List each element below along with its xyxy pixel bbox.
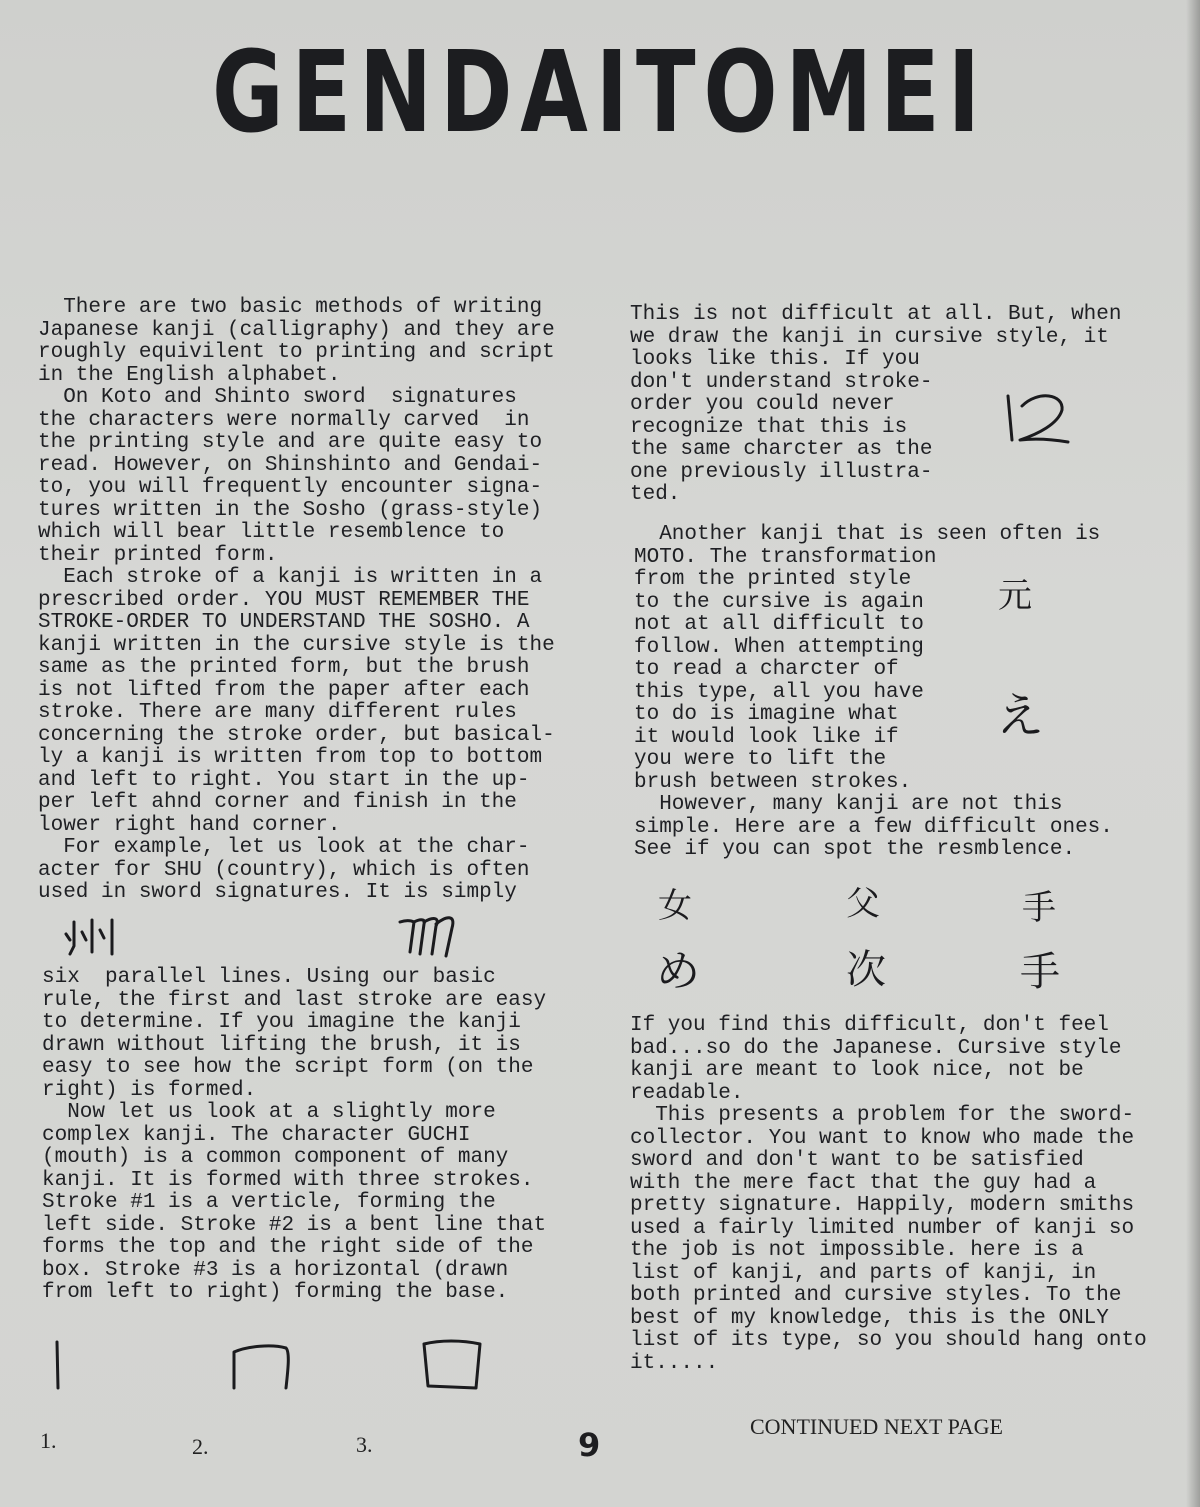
kanji-printed-1: 女 [658,886,692,926]
shu-cursive-kanji-icon [396,908,466,958]
kanji-cursive-1: め [656,946,700,997]
stroke-label-3: 3. [356,1432,373,1457]
kanji-printed-3: 手 [1022,888,1056,928]
left-paragraph-1: There are two basic methods of writing Japanese kanji (calligraphy) and they are roughly equivilent to printing and script in the English alphabet. On Koto and Shinto sword signatures the characters were normally carved in the printing style and are quite easy to read. However, on Shinshinto and Gendai- to, you will frequently encounter signa- tures written in the Sosho (grass-style) which will bear little resemblence to their printed form. Each stroke of a kanji is written in a prescribed order. YOU MUST REMEMBER THE STROKE-ORDER TO UNDERSTAND THE SOSHO. A kanji written in the cursive style is the same as the printed form, but the brush is not lifted from the paper after each stroke. There are many different rules concerning the stroke order, but basical- ly a kanji is written from top to bottom and left to right. You start in the up- per left ahnd corner and finish in the lower right hand corner. For example, let us look at the char- acter for SHU (country), which is often used in sword signatures. It is simply [38,296,555,904]
left-paragraph-2: six parallel lines. Using our basic rule, the first and last stroke are easy to determine. If you imagine the kanji drawn without lifting the brush, it is easy to see how the script form (on the right) is formed. Now let us look at a slightly more complex kanji. The character GUCHI (mouth) is a common component of many kanji. It is formed with three strokes. Stroke #1 is a verticle, forming the left side. Stroke #2 is a bent line that forms the top and the right side of the box. Stroke #3 is a horizontal (drawn from left to right) forming the base. [42,966,547,1304]
right-paragraph-2: Another kanji that is seen often is MOTO. The transformation from the printed style to the cursive is again not at all difficult to follow. When attempting to read a charcter of this type, all you have to do is imagine what it would look like if you were to lift the brush between strokes. However, many kanji are not this simple. Here are a few difficult ones. See if you can spot the resmblence. [634,523,1113,861]
guchi-stroke-2-icon [228,1340,298,1392]
page-edge-shadow [1186,0,1200,1507]
page-number: 9 [578,1426,601,1464]
guchi-stroke-1-icon [48,1340,68,1392]
right-paragraph-1: This is not difficult at all. But, when we draw the kanji in cursive style, it looks like this. If you don't understand stroke- order you could never recognize that this is the same charcter as the one previously illustra- ted. [630,303,1122,506]
right-paragraph-3: If you find this difficult, don't feel bad...so do the Japanese. Cursive style kanji are meant to look nice, not be readable. This presents a problem for the sword- collector. You want to know who made the sword and don't want to be satisfied with the mere fact that the guy had a pretty signature. Happily, modern smiths used a fairly limited number of kanji so the job is not impossible. here is a list of kanji, and parts of kanji, in both printed and cursive styles. To the best of my knowledge, this is the ONLY list of its type, so you should hang onto it..... [630,1014,1147,1375]
continued-next-page: CONTINUED NEXT PAGE [750,1414,1003,1439]
shu-printed-kanji-icon [62,916,122,956]
guchi-stroke-3-icon [418,1336,490,1394]
guchi-cursive-icon [998,384,1074,454]
stroke-label-1: 1. [40,1428,57,1453]
page-title: GENDAITOMEI [212,28,988,158]
kanji-cursive-3: 手 [1020,949,1060,995]
moto-cursive-kanji: え [996,688,1045,744]
kanji-cursive-2: 次 [846,947,886,993]
moto-printed-kanji: 元 [998,576,1032,616]
kanji-printed-2: 父 [846,884,880,924]
stroke-label-2: 2. [192,1434,209,1459]
